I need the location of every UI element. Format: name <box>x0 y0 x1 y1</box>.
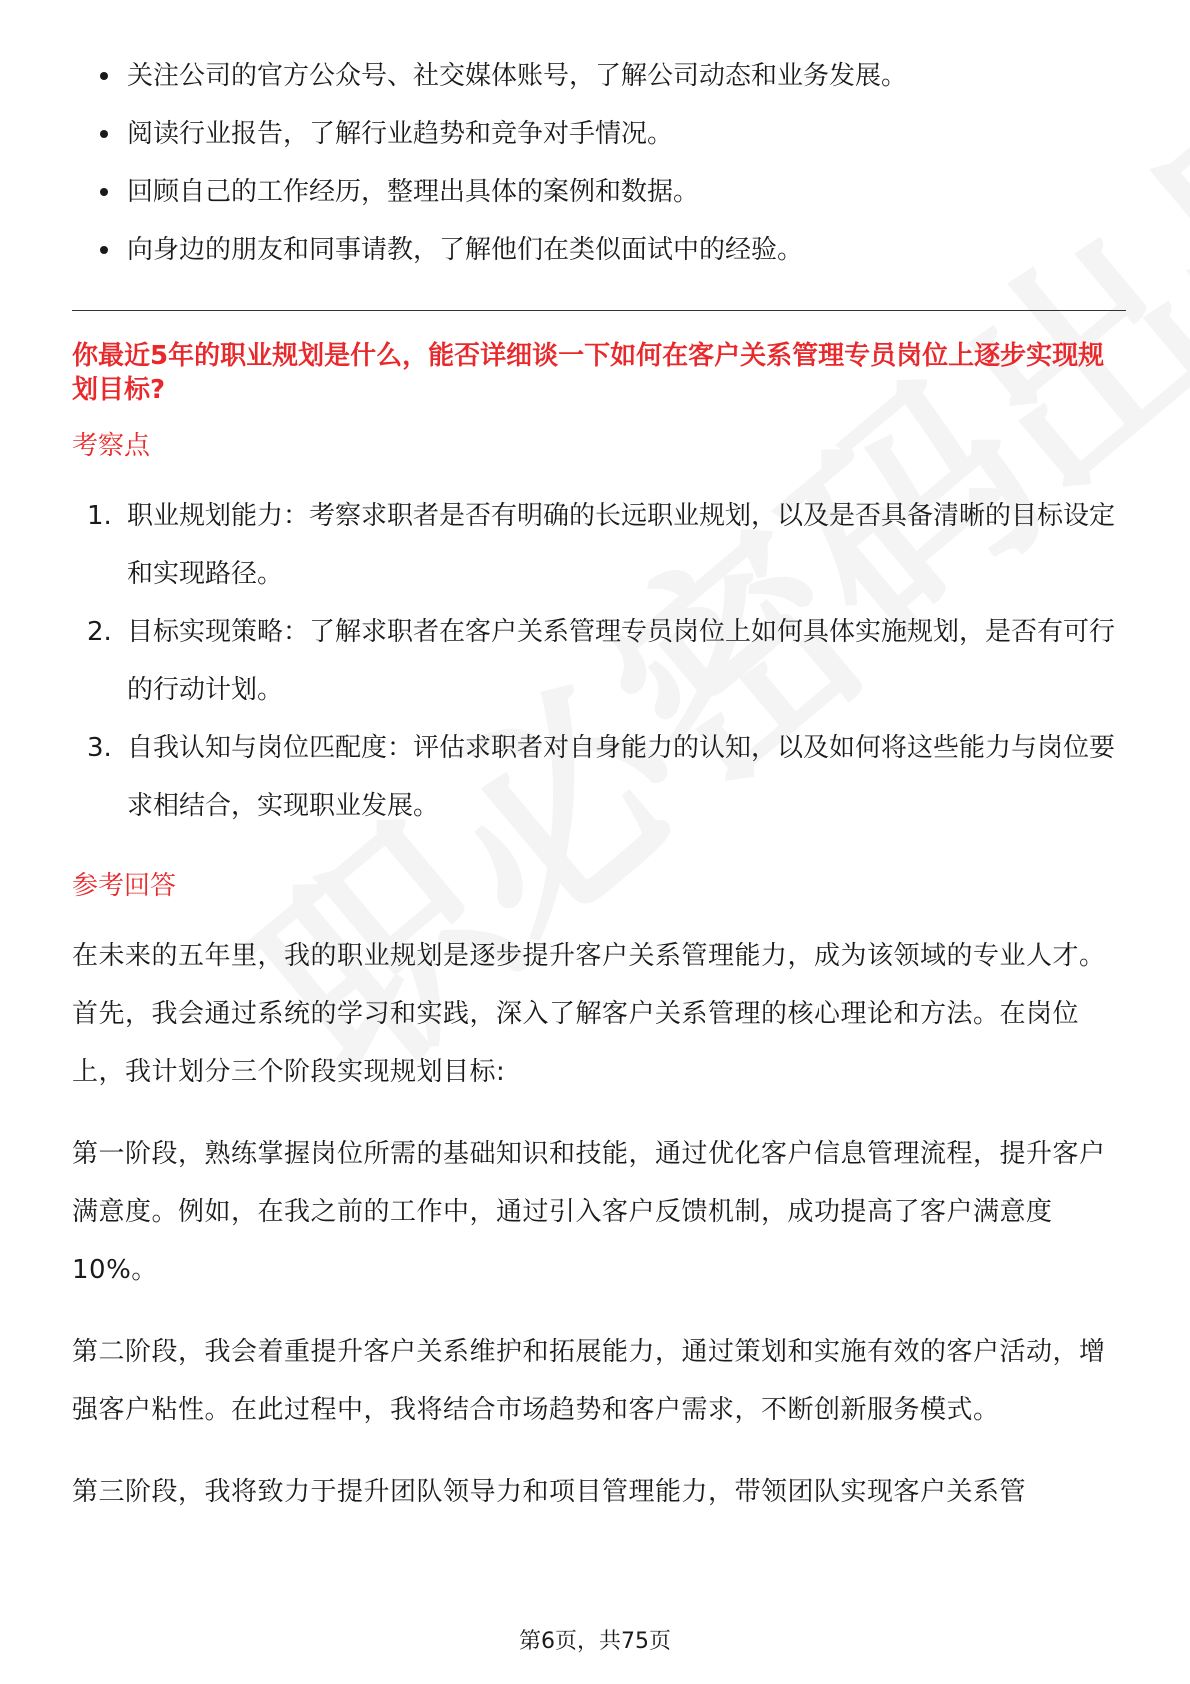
bullet-list <box>72 58 1126 268</box>
page-content <box>72 58 1126 1545</box>
answer-heading: 参考回答 <box>72 871 177 901</box>
focus-item <box>72 487 1126 603</box>
focus-item-text: 自我认知与岗位匹配度：评估求职者对自身能力的认知，以及如何将这些能力与岗位要求相结合，实现职业发展。 <box>127 733 1116 821</box>
section-divider <box>72 310 1126 311</box>
focus-list <box>72 487 1126 835</box>
focus-heading: 考察点 <box>72 431 151 461</box>
answer-paragraph: 第三阶段，我将致力于提升团队领导力和项目管理能力，带领团队实现客户关系管 <box>72 1477 1027 1507</box>
list-item <box>72 58 1126 94</box>
list-item-text: 阅读行业报告，了解行业趋势和竞争对手情况。 <box>127 119 674 149</box>
list-item <box>72 232 1126 268</box>
question-heading: 你最近5年的职业规划是什么，能否详细谈一下如何在客户关系管理专员岗位上逐步实现规划目标? <box>72 341 1105 405</box>
answer-paragraph: 第一阶段，熟练掌握岗位所需的基础知识和技能，通过优化客户信息管理流程，提升客户满意度。例如，在我之前的工作中，通过引入客户反馈机制，成功提高了客户满意度10%。 <box>72 1139 1106 1285</box>
bullet-dot-icon <box>100 246 108 254</box>
list-item <box>72 116 1126 152</box>
focus-item-number: 3. <box>87 733 112 763</box>
focus-item-number: 1. <box>87 501 112 531</box>
bullet-dot-icon <box>100 188 108 196</box>
list-item <box>72 174 1126 210</box>
answer-paragraph: 在未来的五年里，我的职业规划是逐步提升客户关系管理能力，成为该领域的专业人才。首先，我会通过系统的学习和实践，深入了解客户关系管理的核心理论和方法。在岗位上，我计划分三个阶段实现规划目标: <box>72 941 1106 1087</box>
page-number-footer: 第6页，共75页 <box>519 1629 671 1654</box>
bullet-dot-icon <box>100 72 108 80</box>
bullet-dot-icon <box>100 130 108 138</box>
focus-item <box>72 719 1126 835</box>
focus-item-text: 目标实现策略：了解求职者在客户关系管理专员岗位上如何具体实施规划，是否有可行的行动计划。 <box>127 617 1116 705</box>
focus-item <box>72 603 1126 719</box>
list-item-text: 向身边的朋友和同事请教，了解他们在类似面试中的经验。 <box>127 235 804 265</box>
focus-item-number: 2. <box>87 617 112 647</box>
list-item-text: 关注公司的官方公众号、社交媒体账号，了解公司动态和业务发展。 <box>127 61 908 91</box>
answer-paragraph: 第二阶段，我会着重提升客户关系维护和拓展能力，通过策划和实施有效的客户活动，增强客户粘性。在此过程中，我将结合市场趋势和客户需求，不断创新服务模式。 <box>72 1337 1106 1425</box>
list-item-text: 回顾自己的工作经历，整理出具体的案例和数据。 <box>127 177 700 207</box>
focus-item-text: 职业规划能力：考察求职者是否有明确的长远职业规划，以及是否具备清晰的目标设定和实现路径。 <box>127 501 1116 589</box>
